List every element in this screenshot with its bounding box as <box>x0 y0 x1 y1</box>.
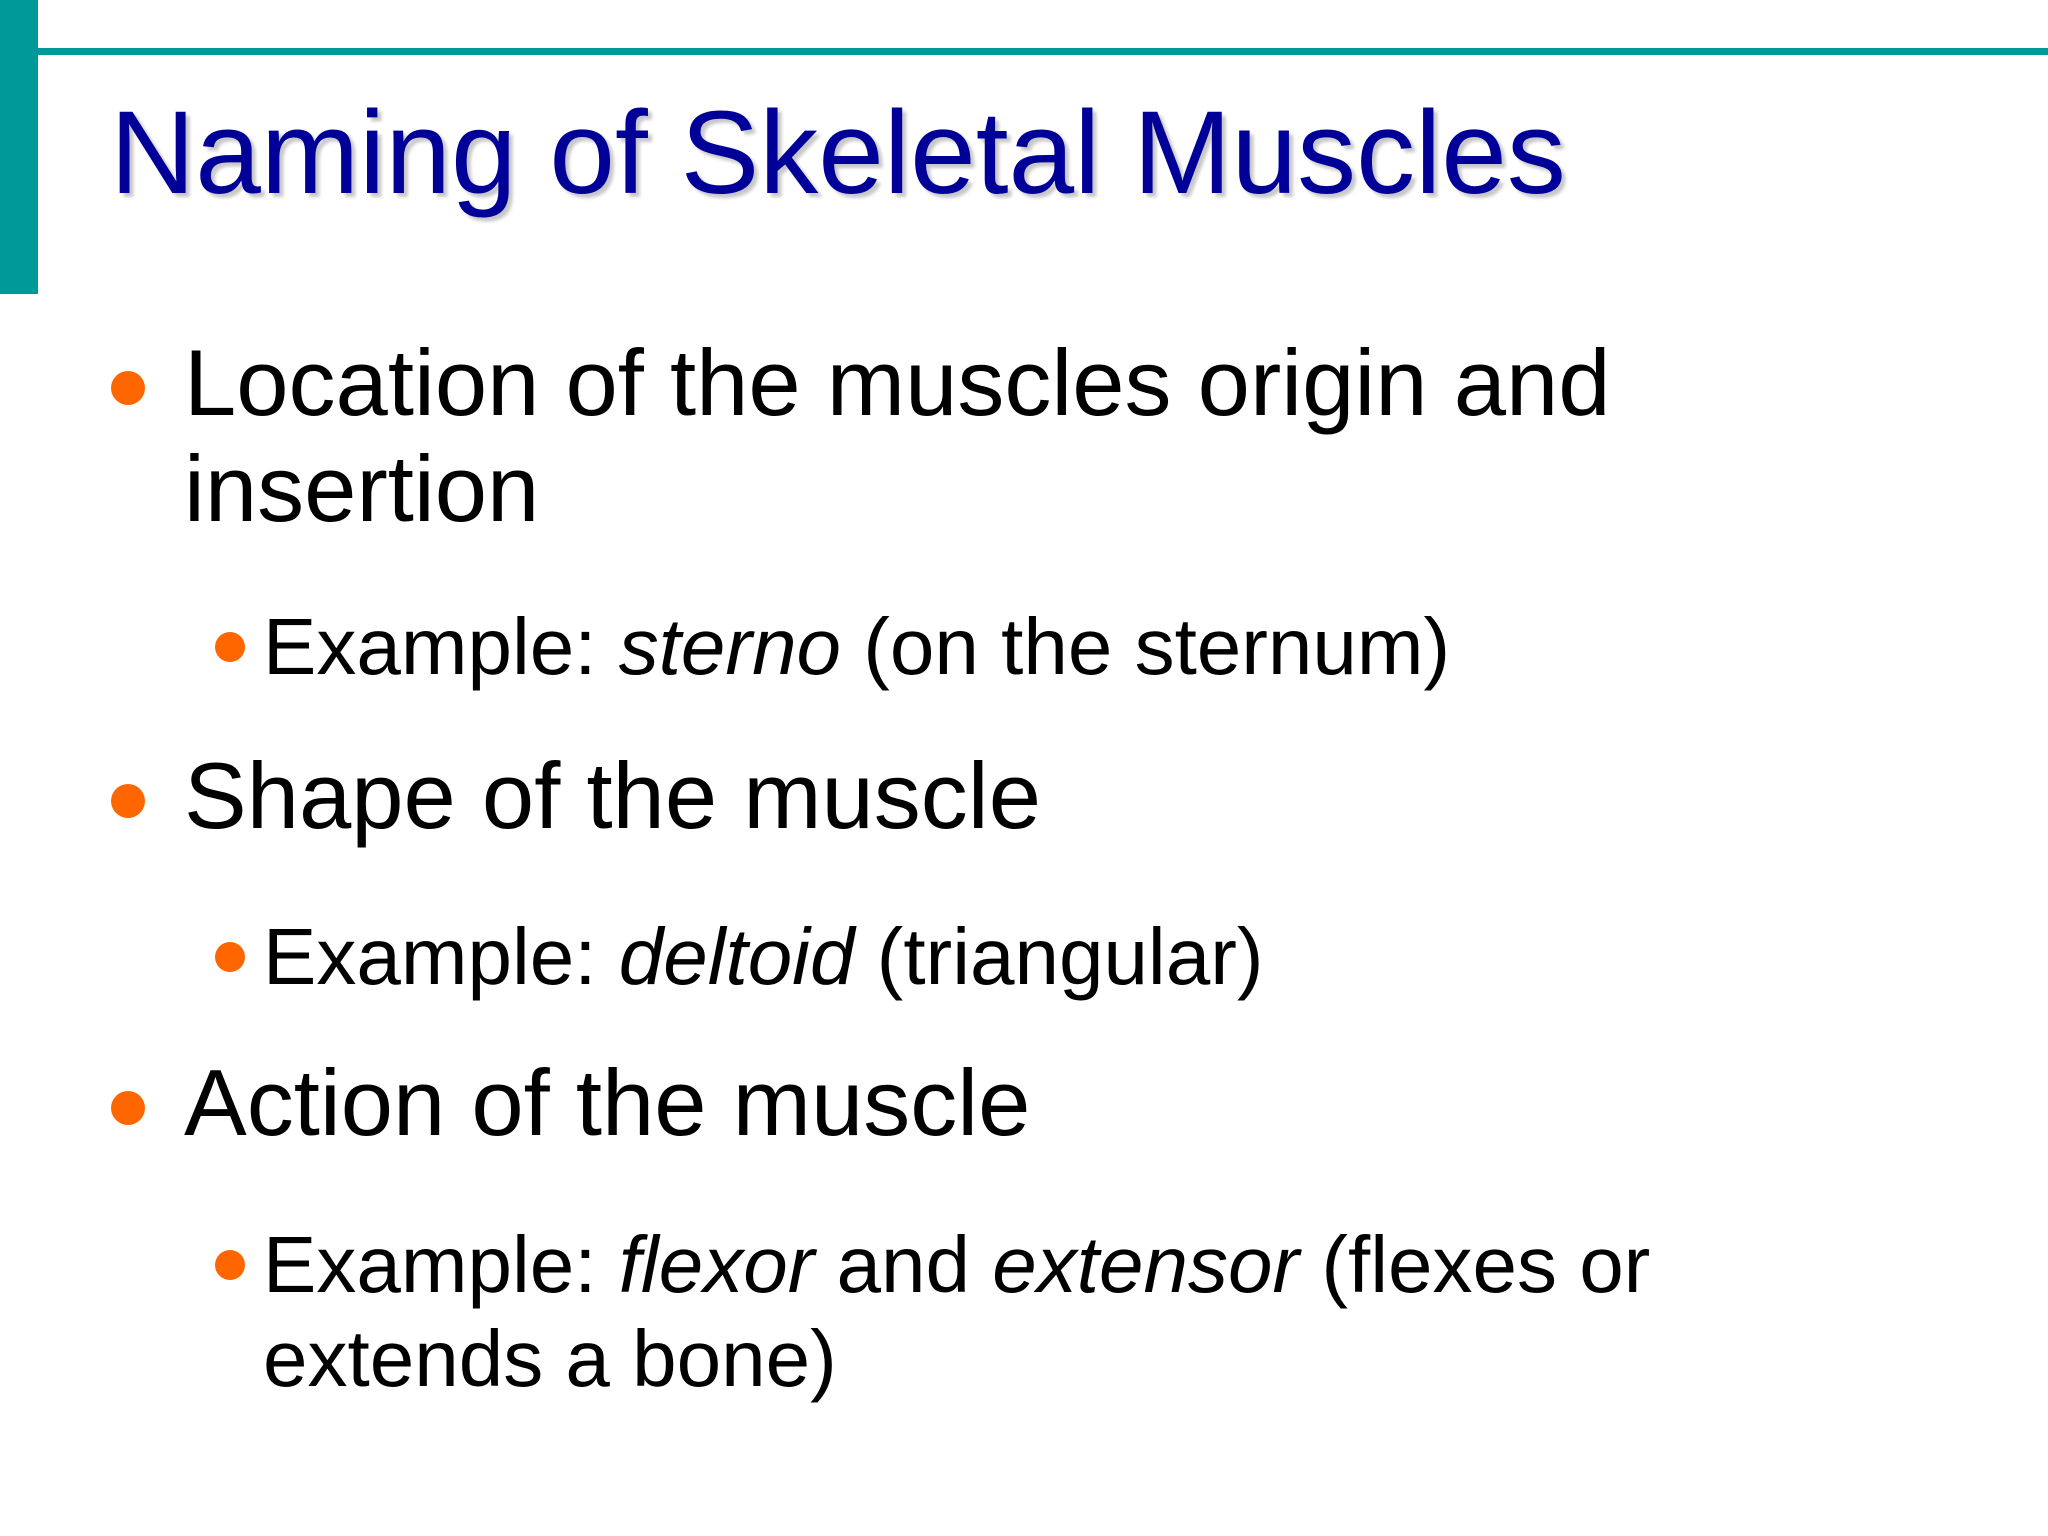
bullet-icon <box>111 784 145 818</box>
example-suffix: (on the sternum) <box>841 602 1451 691</box>
sub-bullet-text <box>263 910 1263 1004</box>
example-term-flexor: flexor <box>618 1220 815 1309</box>
bullet-text-line: insertion <box>184 436 540 541</box>
sub-bullet-text <box>263 600 1450 694</box>
bullet-text <box>184 1050 1030 1156</box>
bullet-text <box>184 330 1611 542</box>
bullet-icon <box>111 371 145 405</box>
sub-bullet-icon <box>215 632 245 662</box>
example-conjunction: and <box>814 1220 993 1309</box>
example-prefix: Example: <box>263 912 619 1001</box>
sub-bullet-text-line <box>263 1218 1650 1312</box>
example-term: deltoid <box>618 912 855 1001</box>
bullet-text-line: Action of the muscle <box>184 1050 1031 1155</box>
example-term-extensor: extensor <box>992 1220 1300 1309</box>
slide-title: Naming of Skeletal Muscles <box>110 87 1566 219</box>
sub-bullet-text <box>263 1218 1650 1406</box>
example-suffix: (flexes or <box>1299 1220 1651 1309</box>
example-prefix: Example: <box>263 1220 619 1309</box>
bullet-icon <box>111 1091 145 1125</box>
sub-bullet-icon <box>215 1250 245 1280</box>
sub-bullet-text-line: extends a bone) <box>263 1314 837 1403</box>
example-prefix: Example: <box>263 602 619 691</box>
example-suffix: (triangular) <box>854 912 1264 1001</box>
bullet-text <box>184 743 1041 849</box>
bullet-text-line: Location of the muscles origin and <box>184 330 1611 435</box>
bullet-text-line: Shape of the muscle <box>184 743 1041 848</box>
sub-bullet-icon <box>215 942 245 972</box>
example-term: sterno <box>618 602 842 691</box>
